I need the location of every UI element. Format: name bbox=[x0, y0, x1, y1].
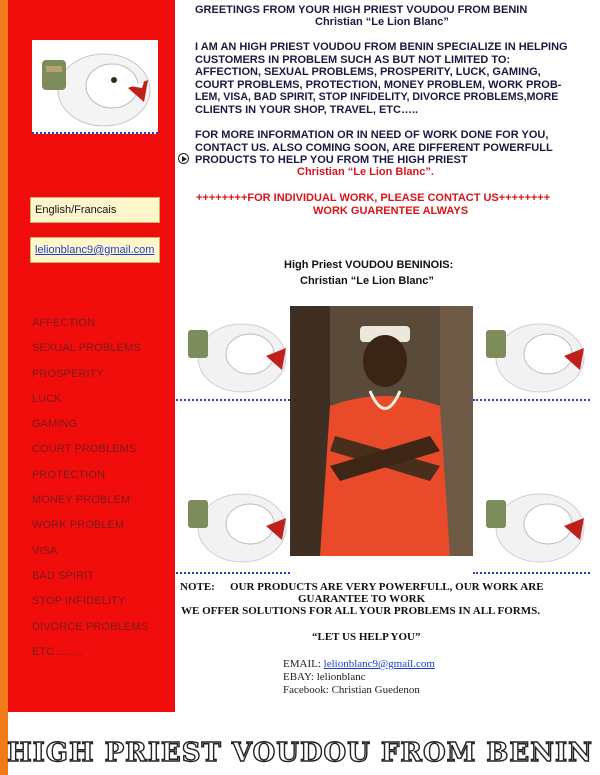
priest-name: Christian “Le Lion Blanc” bbox=[315, 16, 449, 28]
info-line-1: FOR MORE INFORMATION OR IN NEED OF WORK DONE FOR YOU, bbox=[195, 129, 549, 141]
sidebar-footer-gap bbox=[8, 712, 175, 740]
photo-section-title: High Priest VOUDOU BENINOIS: bbox=[284, 259, 454, 271]
menu-item-affection[interactable]: AFFECTION bbox=[32, 317, 96, 329]
intro-line-6: CLIENTS IN YOUR SHOP, TRAVEL, ETC….. bbox=[195, 103, 419, 116]
white-lion-logo-icon bbox=[32, 40, 158, 134]
info-signature: Christian “Le Lion Blanc”. bbox=[297, 166, 434, 178]
white-lion-left-bottom-icon bbox=[180, 478, 290, 570]
footer-banner-title: HIGH PRIEST VOUDOU FROM BENIN bbox=[7, 738, 593, 768]
intro-line-4: COURT PROBLEMS, PROTECTION, MONEY PROBLEM, WORK PROB- bbox=[195, 78, 562, 91]
intro-line-5: LEM, VISA, BAD SPIRIT, STOP INFIDELITY, DIVORCE PROBLEMS,MORE bbox=[195, 91, 559, 103]
contact-email-row bbox=[283, 658, 435, 670]
orange-strip bbox=[0, 0, 8, 775]
individual-work-notice: ++++++++FOR INDIVIDUAL WORK, PLEASE CONTACT US++++++++ bbox=[196, 192, 551, 204]
menu-item-luck[interactable]: LUCK bbox=[32, 392, 62, 405]
contact-facebook: Facebook: Christian Guedenon bbox=[283, 684, 420, 696]
note-line-2: GUARANTEE TO WORK bbox=[298, 593, 426, 605]
sidebar-menu bbox=[32, 317, 148, 671]
white-lion-right-top-icon bbox=[478, 308, 588, 400]
divider-left-bottom bbox=[176, 572, 290, 574]
contact-ebay: EBAY: lelionblanc bbox=[283, 671, 366, 683]
intro-line-3: AFFECTION, SEXUAL PROBLEMS, PROSPERITY, LUCK, GAMING, bbox=[195, 66, 541, 78]
note-line-1: OUR PRODUCTS ARE VERY POWERFULL, OUR WORK ARE bbox=[230, 581, 544, 593]
menu-item-money-problem[interactable]: MONEY PROBLEM bbox=[32, 494, 131, 507]
white-lion-right-bottom-icon bbox=[478, 478, 588, 570]
note-label: NOTE: bbox=[180, 581, 215, 593]
photo-section-subtitle: Christian “Le Lion Blanc” bbox=[300, 275, 434, 287]
menu-item-prosperity[interactable]: PROSPERITY bbox=[32, 367, 104, 380]
work-guarantee-notice: WORK GUARENTEE ALWAYS bbox=[313, 204, 469, 217]
divider-right-bottom bbox=[473, 572, 590, 574]
note-line-3: WE OFFER SOLUTIONS FOR ALL YOUR PROBLEMS IN ALL FORMS. bbox=[181, 605, 540, 617]
contact-email-link[interactable]: lelionblanc9@gmail.com bbox=[323, 658, 435, 670]
intro-line-1: I AM AN HIGH PRIEST VOUDOU FROM BENIN SPECIALIZE IN HELPING bbox=[195, 41, 568, 53]
priest-photo bbox=[290, 306, 473, 556]
menu-item-gaming[interactable]: GAMING bbox=[32, 418, 78, 431]
menu-item-work-problem[interactable]: WORK PROBLEM bbox=[32, 519, 125, 532]
menu-item-etc[interactable]: ETC…….. bbox=[32, 645, 83, 658]
info-line-2: CONTACT US. ALSO COMING SOON, ARE DIFFERENT POWERFULL bbox=[195, 141, 553, 154]
slogan: “LET US HELP YOU” bbox=[312, 631, 421, 643]
menu-item-sexual-problems[interactable]: SEXUAL PROBLEMS bbox=[32, 342, 141, 355]
menu-item-protection[interactable]: PROTECTION bbox=[32, 468, 106, 481]
white-lion-left-top-icon bbox=[180, 308, 290, 400]
info-line-3: PRODUCTS TO HELP YOU FROM THE HIGH PRIEST bbox=[195, 154, 468, 166]
divider-right-top bbox=[473, 399, 590, 401]
menu-item-bad-spirit[interactable]: BAD SPIRIT bbox=[32, 569, 95, 582]
greeting-heading: GREETINGS FROM YOUR HIGH PRIEST VOUDOU FROM BENIN bbox=[195, 4, 528, 16]
menu-item-visa[interactable]: VISA bbox=[32, 544, 58, 557]
email-label: EMAIL: bbox=[283, 658, 321, 670]
menu-item-stop-infidelity[interactable]: STOP INFIDELITY bbox=[32, 595, 126, 608]
menu-item-divorce-problems[interactable]: DIVORCE PROBLEMS bbox=[32, 620, 148, 633]
language-selector-box[interactable]: English/Francais bbox=[30, 197, 160, 223]
sidebar-email-link[interactable]: lelionblanc9@gmail.com bbox=[30, 237, 160, 263]
menu-item-court-problems[interactable]: COURT PROBLEMS bbox=[32, 443, 137, 456]
play-icon[interactable] bbox=[178, 153, 189, 164]
divider-left-top bbox=[176, 399, 290, 401]
intro-line-2: CUSTOMERS IN PROBLEM SUCH AS BUT NOT LIMITED TO: bbox=[195, 53, 511, 66]
